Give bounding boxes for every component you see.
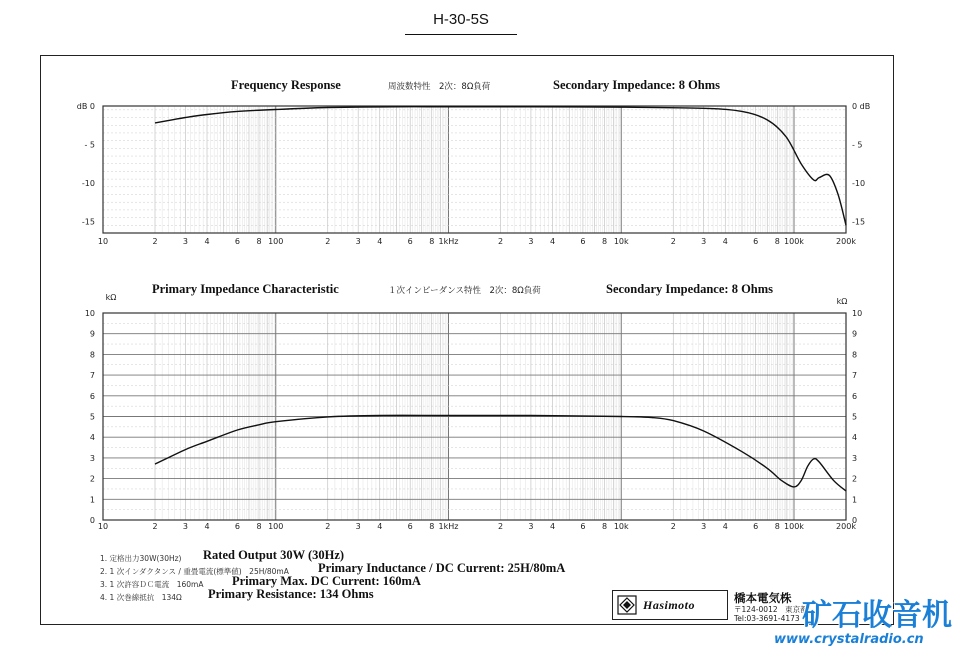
chart-subtitle: Secondary Impedance: 8 Ohms <box>606 282 774 296</box>
x-tick-label: 6 <box>580 237 586 246</box>
company-name: 橋本電気株 <box>734 591 792 605</box>
x-tick-label: 6 <box>407 237 413 246</box>
y-tick-label-left: 5 <box>89 412 95 422</box>
x-tick-label: 3 <box>355 237 361 246</box>
x-tick-label: 4 <box>549 522 556 531</box>
x-tick-label: 1kHz <box>438 237 459 246</box>
y-tick-label-right: 6 <box>852 391 858 401</box>
y-tick-label-right: 10 <box>852 309 863 318</box>
y-tick-label-left: -15 <box>81 217 95 227</box>
spec-note-jp-1: 1. 定格出力30W(30Hz) <box>100 554 182 563</box>
spec-note-en-1: Rated Output 30W (30Hz) <box>203 548 345 562</box>
x-tick-label: 3 <box>701 237 707 246</box>
x-tick-label: 8 <box>601 522 608 531</box>
y-tick-label-left: 1 <box>89 495 95 505</box>
logo-wordmark: Hasimoto <box>643 598 696 612</box>
y-tick-label-left: 0 <box>89 516 95 525</box>
chart-subtitle: Secondary Impedance: 8 Ohms <box>553 78 721 92</box>
chart-2 <box>103 313 846 520</box>
x-tick-label: 6 <box>234 237 240 246</box>
x-tick-label: 3 <box>528 522 534 531</box>
watermark-url: www.crystalradio.cn <box>774 632 924 647</box>
y-tick-label-left: - 5 <box>84 140 95 150</box>
y-tick-label-right: 3 <box>852 453 858 463</box>
y-tick-label-left: 8 <box>89 350 95 360</box>
y-tick-label-right: 5 <box>852 412 858 422</box>
y-tick-label-right: 0 dB <box>852 102 871 111</box>
spec-note-en-3: Primary Max. DC Current: 160mA <box>232 574 421 588</box>
x-tick-label: 3 <box>182 237 188 246</box>
chart-1 <box>103 106 846 233</box>
company-phone: Tel:03-3691-4173 <box>734 614 800 623</box>
x-tick-label: 6 <box>580 522 586 531</box>
x-tick-label: 2 <box>325 522 331 531</box>
model-title: H-30-5S <box>405 12 517 35</box>
x-tick-label: 200k <box>836 237 856 246</box>
y-tick-label-left: 6 <box>89 391 95 401</box>
x-tick-label: 8 <box>256 237 262 246</box>
y-tick-label-left: 2 <box>89 474 95 484</box>
x-tick-label: 3 <box>355 522 361 531</box>
y-tick-label-left: 10 <box>84 309 95 318</box>
x-tick-label: 6 <box>753 237 759 246</box>
spec-note-jp-4: 4. 1 次巻線抵抗 134Ω <box>100 593 182 602</box>
y-tick-label-left: 3 <box>89 453 95 463</box>
x-tick-label: 10k <box>613 522 629 531</box>
chart-title-jp: １次インピーダンス特性 2次：8Ω負荷 <box>388 286 541 296</box>
y-tick-label-right: 9 <box>852 329 858 339</box>
chart-title: Primary Impedance Characteristic <box>152 282 339 296</box>
watermark-text: 矿石收音机 <box>802 598 952 633</box>
x-tick-label: 8 <box>429 237 435 246</box>
x-tick-label: 8 <box>774 237 780 246</box>
chart-title: Frequency Response <box>231 78 341 92</box>
x-tick-label: 2 <box>670 522 676 531</box>
x-tick-label: 100 <box>268 237 284 246</box>
company-address: 〒124-0012 東京都 <box>734 605 808 614</box>
x-tick-label: 2 <box>497 522 504 531</box>
x-tick-label: 6 <box>407 522 413 531</box>
x-tick-label: 10 <box>97 522 109 531</box>
x-tick-label: 10k <box>613 237 629 246</box>
y-unit-left: kΩ <box>105 293 117 302</box>
spec-note-jp-3: 3. 1 次許容ＤＣ電流 160mA <box>100 580 204 589</box>
x-tick-label: 4 <box>204 522 210 531</box>
y-tick-label-right: 1 <box>852 495 858 505</box>
x-tick-label: 2 <box>670 237 676 246</box>
x-tick-label: 10 <box>97 237 109 246</box>
y-tick-label-left: 9 <box>89 329 95 339</box>
y-tick-label-right: 0 <box>852 516 858 525</box>
x-tick-label: 4 <box>722 522 728 531</box>
y-tick-label-left: -10 <box>81 178 95 188</box>
x-tick-label: 8 <box>601 237 608 246</box>
y-tick-label-right: - 5 <box>852 140 863 150</box>
x-tick-label: 6 <box>753 522 759 531</box>
y-tick-label-left: 7 <box>89 371 95 381</box>
x-tick-label: 8 <box>429 522 435 531</box>
y-tick-label-left: 4 <box>89 433 95 443</box>
plot-area <box>103 106 846 233</box>
x-tick-label: 8 <box>256 522 262 531</box>
x-tick-label: 2 <box>325 237 331 246</box>
y-tick-label-right: -15 <box>852 217 866 227</box>
x-tick-label: 4 <box>204 237 210 246</box>
x-tick-label: 2 <box>152 237 158 246</box>
x-tick-label: 2 <box>497 237 504 246</box>
y-tick-label-right: 2 <box>852 474 858 484</box>
x-tick-label: 3 <box>701 522 707 531</box>
spec-note-jp-2: 2. 1 次インダクタンス / 重畳電流(標準値) 25H/80mA <box>100 567 289 576</box>
x-tick-label: 8 <box>774 522 780 531</box>
x-tick-label: 100 <box>268 522 284 531</box>
x-tick-label: 6 <box>234 522 240 531</box>
y-tick-label-right: 8 <box>852 350 858 360</box>
x-tick-label: 200k <box>836 522 856 531</box>
y-tick-label-right: 7 <box>852 371 858 381</box>
x-tick-label: 100k <box>784 522 804 531</box>
y-tick-label-right: 4 <box>852 433 858 443</box>
x-tick-label: 100k <box>784 237 804 246</box>
y-tick-label-right: -10 <box>852 178 866 188</box>
x-tick-label: 4 <box>722 237 728 246</box>
x-tick-label: 2 <box>152 522 158 531</box>
spec-note-en-4: Primary Resistance: 134 Ohms <box>208 587 374 601</box>
x-tick-label: 4 <box>377 237 383 246</box>
spec-note-en-2: Primary Inductance / DC Current: 25H/80mA <box>318 561 566 575</box>
x-tick-label: 3 <box>182 522 188 531</box>
x-tick-label: 4 <box>549 237 556 246</box>
company-logo <box>612 590 728 620</box>
chart-title-jp: 周波数特性 2次：8Ω負荷 <box>388 82 491 92</box>
x-tick-label: 1kHz <box>438 522 459 531</box>
logo-emblem-icon <box>617 595 637 615</box>
x-tick-label: 4 <box>377 522 383 531</box>
x-tick-label: 3 <box>528 237 534 246</box>
y-unit-right: kΩ <box>836 297 848 306</box>
y-tick-label-left: dB 0 <box>76 102 95 111</box>
